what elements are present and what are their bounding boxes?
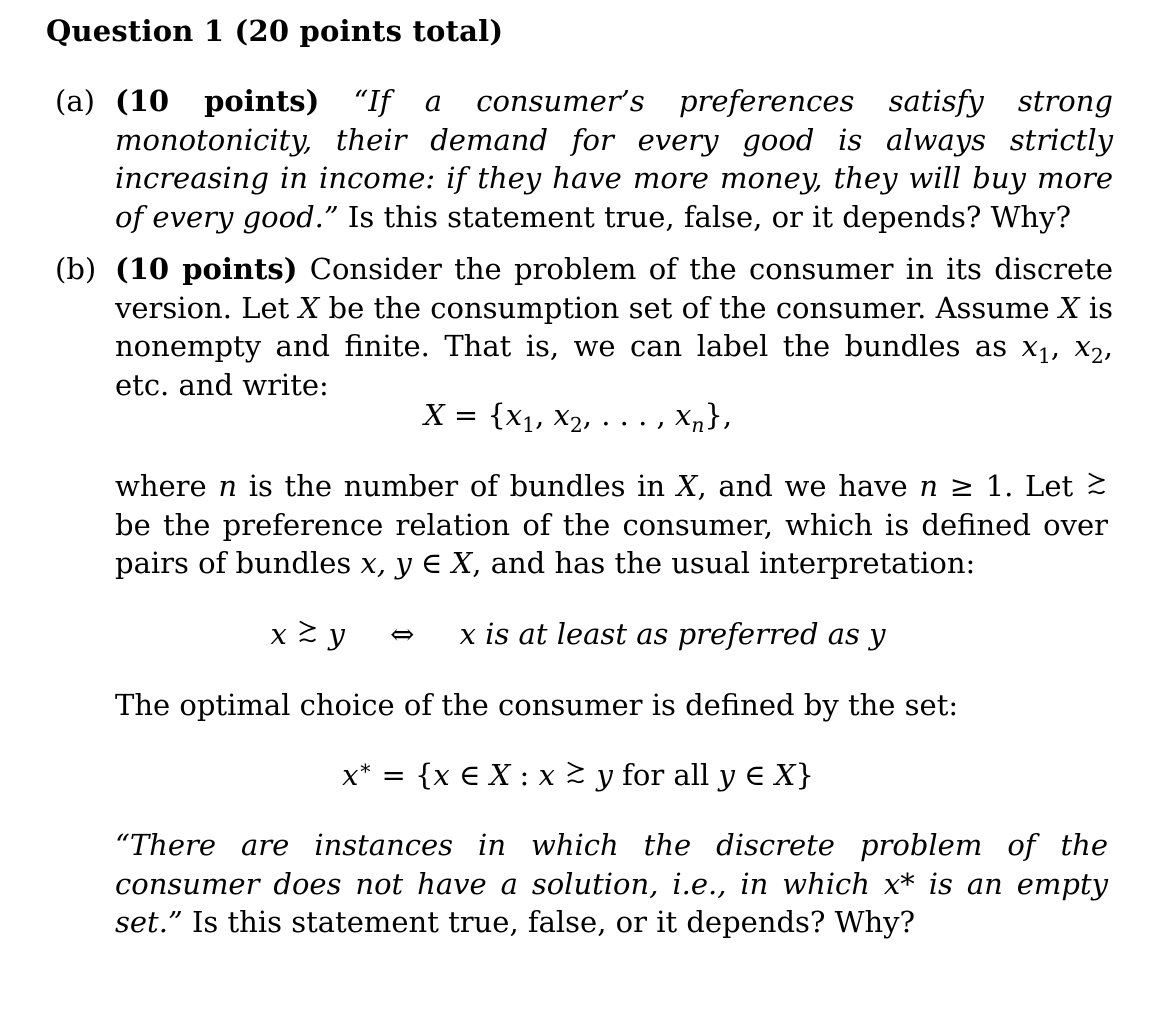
math-n: n bbox=[218, 469, 238, 503]
equation-set-X: $X = \{x_1$, $x_2$, . . . , $x_n$}, bbox=[423, 398, 733, 437]
where-text-6: , and has the usual interpretation: bbox=[472, 546, 976, 580]
math-n: n bbox=[919, 469, 939, 503]
part-a bbox=[55, 82, 1113, 236]
part-b-quote: “There are instances in which the discrete problem of the consumer does not have a solution, i.e., in which x* is an empty set.” bbox=[115, 828, 1108, 939]
part-a-question: Is this statement true, false, or it depends? Why? bbox=[347, 199, 1072, 234]
part-b-intro: (10 points) Consider the problem of the consumer in its discrete version. Let X be the consumption set of the consumer. Assume X is nonempty and finite. That is, we can label the bundles as $x_1$, $x_2$, etc. and write: bbox=[115, 252, 1114, 402]
part-a-points: (10 points) bbox=[115, 84, 320, 118]
where-text-4: 1. Let bbox=[985, 469, 1074, 503]
part-b-question: Is this statement true, false, or it depends? Why? bbox=[191, 905, 916, 939]
part-b-marker: (b) bbox=[55, 252, 97, 286]
iff-icon: ⇔ bbox=[390, 617, 415, 651]
where-text-3: , and we have bbox=[697, 469, 908, 503]
part-b-intro-text-1: Consider the problem of the consumer in its discrete version. Let bbox=[115, 252, 1114, 325]
equation-preference-interpretation: x y ⇔ x is at least as preferred as y bbox=[270, 617, 886, 651]
succsim-symbol-icon bbox=[1085, 470, 1108, 499]
where-text-5: be the preference relation of the consumer, which is defined over pairs of bundles bbox=[115, 507, 1108, 580]
part-b-intro-text-2: be the consumption set of the consumer. Assume bbox=[328, 290, 1050, 325]
where-text-1: where bbox=[115, 469, 207, 503]
part-a-marker: (a) bbox=[55, 84, 95, 118]
part-b bbox=[55, 250, 1113, 404]
equation-optimal-set: x∗ = {x ∈ X : x y for all y ∈ X} bbox=[342, 755, 814, 792]
succsim-symbol-icon bbox=[564, 759, 587, 788]
math-X: X bbox=[1058, 290, 1080, 325]
part-a-quote: “If a consumer’s preferences satisfy strong monotonicity, their demand for every good is always strictly increasing in income: if they have more money, they will buy more of every good.” bbox=[115, 84, 1114, 234]
part-b-intro-text-3: is nonempty and finite. That is, we can label the bundles as bbox=[115, 290, 1114, 363]
math-X: X bbox=[676, 469, 698, 503]
math-X: X bbox=[298, 290, 320, 325]
interp-text: is at least as preferred as bbox=[485, 617, 860, 651]
question-title: Question 1 (20 points total) bbox=[46, 14, 504, 48]
math-x1: $x_1$ bbox=[1021, 329, 1051, 368]
part-a-content bbox=[115, 82, 1113, 236]
part-b-points: (10 points) bbox=[115, 252, 298, 286]
succsim-symbol-icon bbox=[296, 618, 319, 647]
part-b-final-question bbox=[115, 826, 1108, 942]
math-xy-in-X: x, y bbox=[360, 546, 412, 580]
part-b-where-paragraph: where n is the number of bundles in X, and we have n ≥ 1. Let be the preference relation of the consumer, which is defined over pairs of bundles x, y ∈ X, and has the usual interpretation: bbox=[115, 469, 1108, 580]
part-b-intro-text-4: etc. and write: bbox=[115, 367, 329, 402]
optimal-choice-intro: The optimal choice of the consumer is defined by the set: bbox=[115, 688, 959, 722]
math-x2: $x_2$ bbox=[1074, 329, 1104, 368]
for-all-text: for all bbox=[622, 758, 710, 792]
where-text-2: is the number of bundles in bbox=[248, 469, 666, 503]
